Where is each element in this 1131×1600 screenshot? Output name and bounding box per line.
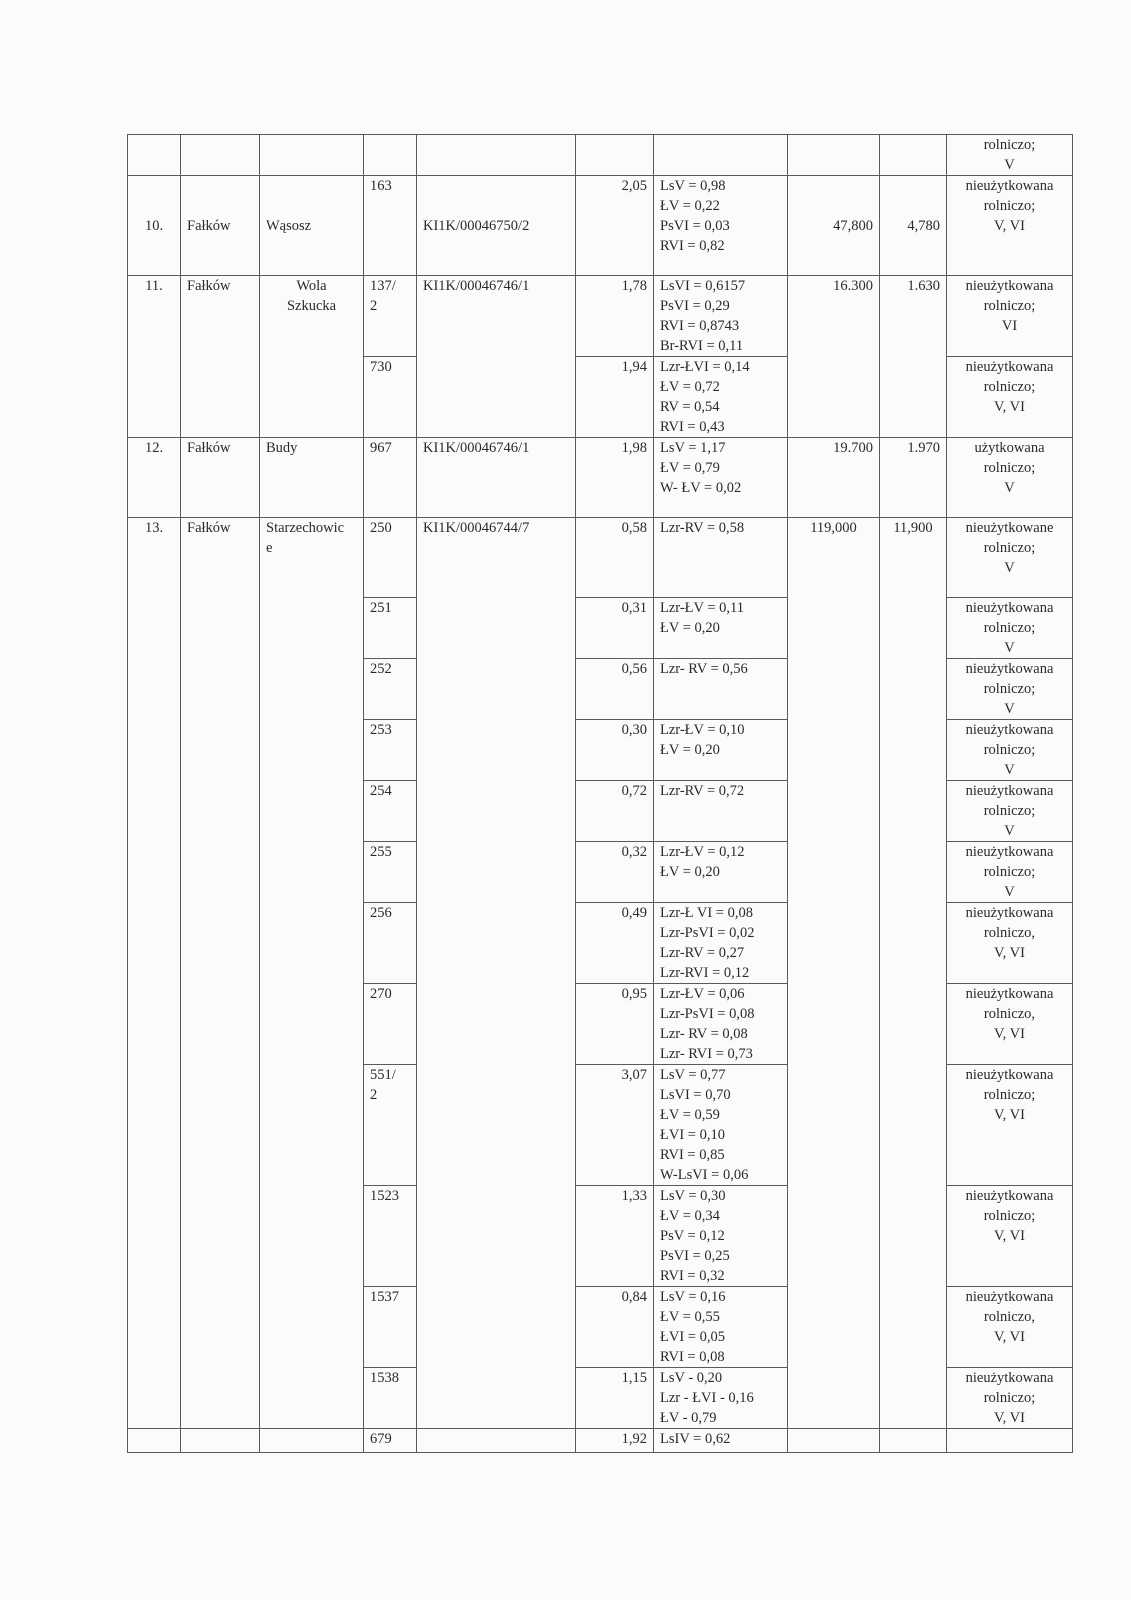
table-cell <box>947 176 1073 276</box>
soil-class-line: LsV = 0,30 <box>660 1188 726 1204</box>
soil-class-line: PsVI = 0,25 <box>660 1248 730 1264</box>
use-line: nieużytkowana <box>965 1370 1054 1386</box>
parcel-line: 551/ <box>370 1067 396 1083</box>
value: 119,000 <box>788 518 880 1429</box>
use-line: rolniczo; <box>983 1087 1036 1103</box>
table-cell <box>654 1287 788 1368</box>
table-cell <box>947 135 1073 176</box>
parcel-number: 967 <box>364 438 417 518</box>
use-line: rolniczo; <box>983 803 1036 819</box>
soil-class-line: RVI = 0,32 <box>660 1268 725 1284</box>
use-line: V <box>1004 762 1015 778</box>
table-cell <box>654 1186 788 1287</box>
table-cell <box>364 984 417 1065</box>
use-line: V, VI <box>994 399 1025 415</box>
parcel-number: 679 <box>364 1429 417 1453</box>
land-register-number: KI1K/00046750/2 <box>417 176 576 276</box>
table-cell <box>947 720 1073 781</box>
table-cell <box>947 1186 1073 1287</box>
soil-class-line: PsV = 0,12 <box>660 1228 725 1244</box>
row-number: 13. <box>128 518 181 1429</box>
soil-class-line: ŁVI = 0,10 <box>660 1127 725 1143</box>
rent: 4,780 <box>880 176 947 276</box>
table-cell <box>260 1429 364 1453</box>
table-cell <box>947 903 1073 984</box>
table-cell <box>947 984 1073 1065</box>
soil-class-line: Lzr-RV = 0,27 <box>660 945 745 961</box>
soil-class-line: ŁV = 0,55 <box>660 1309 720 1325</box>
soil-class-line: Lzr- RV = 0,08 <box>660 1026 748 1042</box>
table-cell <box>417 1429 576 1453</box>
village: Wąsosz <box>260 176 364 276</box>
area: 1,78 <box>576 276 654 357</box>
parcel-line: 2 <box>370 298 378 314</box>
use-line: rolniczo; <box>983 198 1036 214</box>
use-line: nieużytkowana <box>965 783 1054 799</box>
soil-class-line: LsVI = 0,6157 <box>660 278 746 294</box>
soil-class-line: W-LsVI = 0,06 <box>660 1167 749 1183</box>
use-line: V <box>1004 157 1015 173</box>
use-line: rolniczo; <box>983 620 1036 636</box>
commune: Fałków <box>181 518 260 1429</box>
table-cell <box>947 842 1073 903</box>
table-cell <box>364 1287 417 1368</box>
table-cell <box>364 842 417 903</box>
row-number: 12. <box>128 438 181 518</box>
soil-class-line: Lzr-ŁVI = 0,14 <box>660 359 750 375</box>
value: 16.300 <box>788 276 880 438</box>
soil-class-line: Lzr- RVI = 0,73 <box>660 1046 753 1062</box>
table-row-11a <box>128 276 1073 357</box>
soil-class-line: Br-RVI = 0,11 <box>660 338 744 354</box>
use-line: rolniczo; <box>983 298 1036 314</box>
table-cell <box>654 781 788 842</box>
use-line: rolniczo; <box>983 1208 1036 1224</box>
commune: Fałków <box>181 438 260 518</box>
soil-class-line: Lzr - ŁVI - 0,16 <box>660 1390 754 1406</box>
soil-class-line: Lzr-ŁV = 0,10 <box>660 722 745 738</box>
table-cell <box>417 135 576 176</box>
use-line: nieużytkowana <box>965 359 1054 375</box>
use-line: nieużytkowana <box>965 986 1054 1002</box>
table-cell <box>654 1065 788 1186</box>
table-cell <box>364 659 417 720</box>
area: 1,98 <box>576 438 654 518</box>
area: 2,05 <box>576 176 654 276</box>
parcel-line: 256 <box>370 905 392 921</box>
land-register-number: KI1K/00046744/7 <box>417 518 576 1429</box>
soil-class-line: Lzr-RVI = 0,12 <box>660 965 750 981</box>
soil-class-line: ŁV - 0,79 <box>660 1410 717 1426</box>
village: Budy <box>260 438 364 518</box>
area: 1,94 <box>576 357 654 438</box>
soil-class-line: RVI = 0,43 <box>660 419 725 435</box>
table-cell <box>947 1287 1073 1368</box>
table-cell <box>654 984 788 1065</box>
area: 1,92 <box>576 1429 654 1453</box>
table-cell <box>947 1368 1073 1429</box>
area: 0,30 <box>576 720 654 781</box>
parcel-line: 270 <box>370 986 392 1002</box>
commune: Fałków <box>181 176 260 276</box>
table-cell <box>260 518 364 1429</box>
area: 3,07 <box>576 1065 654 1186</box>
soil-class-line: Lzr-ŁV = 0,06 <box>660 986 745 1002</box>
parcel-number: 163 <box>364 176 417 276</box>
village-line: Szkucka <box>286 298 337 314</box>
use-line: V, VI <box>994 1410 1025 1426</box>
area: 1,33 <box>576 1186 654 1287</box>
table-cell <box>947 1065 1073 1186</box>
area: 0,31 <box>576 598 654 659</box>
parcel-line: 253 <box>370 722 392 738</box>
land-register-number: KI1K/00046746/1 <box>417 438 576 518</box>
parcel-line: 2 <box>370 1087 378 1103</box>
soil-class-line: PsVI = 0,29 <box>660 298 730 314</box>
table-cell <box>947 518 1073 598</box>
use-line: rolniczo; <box>983 1390 1036 1406</box>
table-cell <box>576 135 654 176</box>
parcel-line: 1523 <box>370 1188 399 1204</box>
table-cell <box>654 518 788 598</box>
soil-class-line: LsVI = 0,70 <box>660 1087 731 1103</box>
table-cell <box>880 135 947 176</box>
table-cell <box>947 276 1073 357</box>
use-line: nieużytkowana <box>965 905 1054 921</box>
row-number: 10. <box>128 176 181 276</box>
table-cell <box>654 357 788 438</box>
use-line: rolniczo; <box>983 379 1036 395</box>
table-cell <box>364 781 417 842</box>
use-line: nieużytkowana <box>965 844 1054 860</box>
soil-class-line: Lzr- RV = 0,56 <box>660 661 748 677</box>
parcel-line: 255 <box>370 844 392 860</box>
area: 1,15 <box>576 1368 654 1429</box>
area: 0,72 <box>576 781 654 842</box>
table-cell <box>947 781 1073 842</box>
use-line: rolniczo, <box>983 925 1036 941</box>
parcel-number: 730 <box>364 357 417 438</box>
use-line: nieużytkowana <box>965 1289 1054 1305</box>
use-line: rolniczo; <box>983 460 1036 476</box>
use-line: V <box>1004 884 1015 900</box>
parcel-line: 251 <box>370 600 392 616</box>
area: 0,95 <box>576 984 654 1065</box>
soil-class-line: ŁV = 0,20 <box>660 620 720 636</box>
table-cell <box>654 276 788 357</box>
parcel-line: 1537 <box>370 1289 399 1305</box>
soil-class-line: RVI = 0,82 <box>660 238 725 254</box>
parcel-line: 254 <box>370 783 392 799</box>
rent: 11,900 <box>880 518 947 1429</box>
use-line: rolniczo; <box>983 137 1036 153</box>
use-line: V <box>1004 701 1015 717</box>
table-cell <box>654 176 788 276</box>
parcel-line: 1538 <box>370 1370 399 1386</box>
table-cell <box>128 1429 181 1453</box>
soil-class-line: ŁV = 0,79 <box>660 460 720 476</box>
rent: 1.970 <box>880 438 947 518</box>
use-line: V, VI <box>994 1026 1025 1042</box>
table-row-10 <box>128 176 1073 276</box>
parcel-line: 137/ <box>370 278 396 294</box>
use-line: nieużytkowana <box>965 722 1054 738</box>
village-line: Wola <box>296 278 327 294</box>
use-line: rolniczo; <box>983 681 1036 697</box>
soil-class-line: LsIV = 0,62 <box>660 1431 731 1447</box>
soil-class-line: RVI = 0,85 <box>660 1147 725 1163</box>
table-cell <box>364 903 417 984</box>
table-row-13-parcel <box>128 518 1073 598</box>
village-line: Starzechowic <box>266 520 345 536</box>
soil-class-line: LsV = 0,98 <box>660 178 726 194</box>
soil-class-line: RV = 0,54 <box>660 399 720 415</box>
soil-class-line: Lzr-RV = 0,58 <box>660 520 745 536</box>
soil-class-line: LsV = 0,16 <box>660 1289 726 1305</box>
use-line: nieużytkowane <box>965 520 1054 536</box>
use-line: nieużytkowana <box>965 1188 1054 1204</box>
table-cell <box>364 1065 417 1186</box>
table-row-12 <box>128 438 1073 518</box>
table-cell <box>880 1429 947 1453</box>
area: 0,32 <box>576 842 654 903</box>
soil-class-line: RVI = 0,8743 <box>660 318 740 334</box>
table-cell <box>654 659 788 720</box>
use-line: V, VI <box>994 218 1025 234</box>
soil-class-line: Lzr-PsVI = 0,02 <box>660 925 755 941</box>
table-cell <box>260 135 364 176</box>
soil-class-line: LsV = 0,77 <box>660 1067 726 1083</box>
land-parcels-table <box>127 134 1073 1453</box>
soil-class-line: Lzr-ŁV = 0,12 <box>660 844 745 860</box>
village-line: e <box>266 540 273 556</box>
area: 0,84 <box>576 1287 654 1368</box>
table-cell <box>947 659 1073 720</box>
soil-class-line: LsV - 0,20 <box>660 1370 723 1386</box>
commune: Fałków <box>181 276 260 438</box>
table-cell <box>181 135 260 176</box>
table-cell <box>788 1429 880 1453</box>
soil-class-line: ŁV = 0,20 <box>660 864 720 880</box>
table-cell <box>654 1368 788 1429</box>
table-cell <box>364 1186 417 1287</box>
land-register-number: KI1K/00046746/1 <box>417 276 576 438</box>
row-number: 11. <box>128 276 181 438</box>
soil-class-line: ŁV = 0,34 <box>660 1208 720 1224</box>
use-line: V, VI <box>994 1107 1025 1123</box>
use-line: użytkowana <box>974 440 1045 456</box>
parcel-line: 252 <box>370 661 392 677</box>
use-line: rolniczo; <box>983 864 1036 880</box>
table-cell <box>788 135 880 176</box>
soil-class-line: Lzr-Ł VI = 0,08 <box>660 905 753 921</box>
table-cell <box>128 135 181 176</box>
table-row-continued <box>128 135 1073 176</box>
value: 47,800 <box>788 176 880 276</box>
soil-class-line: ŁVI = 0,05 <box>660 1329 725 1345</box>
table-cell <box>260 276 364 438</box>
table-cell <box>364 720 417 781</box>
table-cell <box>364 1368 417 1429</box>
soil-class-line: RVI = 0,08 <box>660 1349 725 1365</box>
use-line: V <box>1004 480 1015 496</box>
use-line: V <box>1004 823 1015 839</box>
table-cell <box>364 276 417 357</box>
table-cell <box>654 903 788 984</box>
soil-class-line: ŁV = 0,59 <box>660 1107 720 1123</box>
table-cell <box>364 518 417 598</box>
use-line: nieużytkowana <box>965 661 1054 677</box>
area: 0,56 <box>576 659 654 720</box>
table-cell <box>654 1429 788 1453</box>
table-cell <box>947 438 1073 518</box>
use-line: nieużytkowana <box>965 278 1054 294</box>
soil-class-line: PsVI = 0,03 <box>660 218 730 234</box>
use-line: V <box>1004 640 1015 656</box>
soil-class-line: Lzr-PsVI = 0,08 <box>660 1006 755 1022</box>
use-line: V, VI <box>994 1228 1025 1244</box>
use-line: nieużytkowana <box>965 178 1054 194</box>
table-cell <box>654 438 788 518</box>
rent: 1.630 <box>880 276 947 438</box>
table-cell <box>947 598 1073 659</box>
soil-class-line: ŁV = 0,72 <box>660 379 720 395</box>
table-cell <box>947 1429 1073 1453</box>
area: 0,49 <box>576 903 654 984</box>
value: 19.700 <box>788 438 880 518</box>
use-line: rolniczo, <box>983 1006 1036 1022</box>
table-cell <box>364 598 417 659</box>
use-line: nieużytkowana <box>965 1067 1054 1083</box>
area: 0,58 <box>576 518 654 598</box>
soil-class-line: Lzr-RV = 0,72 <box>660 783 745 799</box>
table-cell <box>364 135 417 176</box>
use-line: V, VI <box>994 1329 1025 1345</box>
table-cell <box>654 135 788 176</box>
table-row-last <box>128 1429 1073 1453</box>
soil-class-line: Lzr-ŁV = 0,11 <box>660 600 744 616</box>
use-line: V <box>1004 560 1015 576</box>
table-cell <box>654 720 788 781</box>
soil-class-line: W- ŁV = 0,02 <box>660 480 742 496</box>
table-cell <box>181 1429 260 1453</box>
soil-class-line: ŁV = 0,20 <box>660 742 720 758</box>
parcel-line: 250 <box>370 520 392 536</box>
soil-class-line: ŁV = 0,22 <box>660 198 720 214</box>
soil-class-line: LsV = 1,17 <box>660 440 726 456</box>
use-line: rolniczo; <box>983 742 1036 758</box>
use-line: nieużytkowana <box>965 600 1054 616</box>
table-cell <box>947 357 1073 438</box>
use-line: V, VI <box>994 945 1025 961</box>
use-line: rolniczo; <box>983 540 1036 556</box>
table-cell <box>654 598 788 659</box>
table-cell <box>654 842 788 903</box>
use-line: VI <box>1001 318 1018 334</box>
use-line: rolniczo, <box>983 1309 1036 1325</box>
